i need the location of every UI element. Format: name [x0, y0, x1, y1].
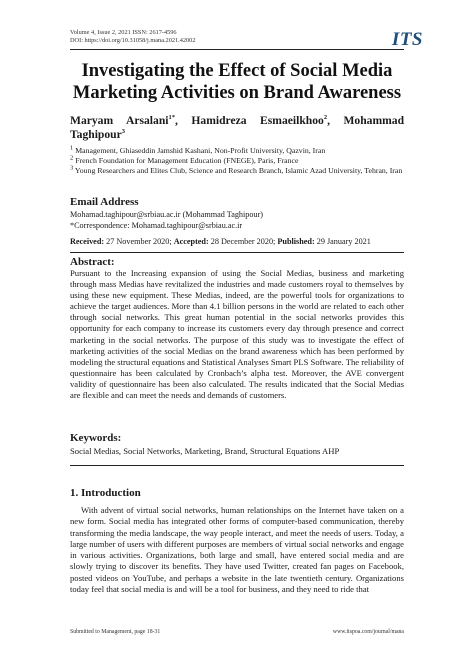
author-1-sep: ,: [175, 114, 178, 127]
affiliation-2: [70, 156, 404, 166]
received-label: Received:: [70, 237, 105, 246]
author-1-last: Arsalani: [125, 114, 169, 127]
keywords-text: Social Medias, Social Networks, Marketing, Brand, Structural Equations AHP: [70, 446, 340, 456]
abstract-top-rule: [70, 252, 404, 253]
affiliation-2-text: French Foundation for Management Education (FNEGE), Paris, France: [75, 156, 299, 165]
paper-title: Investigating the Effect of Social Media Marketing Activities on Brand Awareness: [72, 61, 402, 103]
journal-volume-issn: Volume 4, Issue 2, 2021 ISSN: 2617-4596: [70, 29, 177, 36]
affiliation-1: [70, 146, 404, 156]
author-2-sep: ,: [327, 114, 330, 127]
received-date: 27 November 2020;: [106, 237, 172, 246]
abstract-heading: Abstract:: [70, 256, 115, 268]
author-line-2: [70, 128, 125, 142]
affiliation-1-sup: 1: [70, 144, 74, 152]
author-2-last: Esmaeilkhoo: [260, 114, 324, 127]
journal-meta: [70, 29, 195, 45]
keywords-bottom-rule: [70, 465, 404, 466]
affiliation-3-text: Young Researchers and Elites Club, Science and Research Branch, Islamic Azad University, Tehran, Iran: [74, 166, 403, 175]
author-1-sup: 1*: [168, 114, 175, 122]
author-3-last: Taghipour: [70, 128, 122, 141]
author-2-sup: 2: [323, 114, 328, 122]
author-3-sup: 3: [121, 128, 126, 136]
published-date: 29 January 2021: [316, 237, 371, 246]
correspondence-email[interactable]: *Correspondence: Mohamad.taghipour@srbiau.ac.ir: [70, 220, 243, 230]
header-divider: [70, 49, 404, 50]
footer-url[interactable]: www.itspoa.com/journal/mana: [332, 629, 404, 635]
affiliation-3-sup: 3: [70, 164, 74, 172]
author-3-first: Mohammad: [343, 114, 405, 127]
author-2-first: Hamidreza: [191, 114, 247, 127]
affiliation-1-text: Management, Ghiaseddin Jamshid Kashani, Non-Profit University, Qazvin, Iran: [75, 146, 326, 155]
introduction-text: With advent of virtual social networks, human relationships on the Internet have taken on a new form. Social media has integrated other forms of computer-based communication, thereby transforming the media landscape, the way people interact, and meet the needs of users. Today, a large number of users with different purposes are members of virtual social networks and engage in various activities. Organizations, both large and small, have entered social media and are slowly trying to discover its benefits. They have used Twitter, created fan pages on Facebook, posted videos on YouTube, and perhaps a website in the late twentieth century. Organizations today feel that social media is and will be a tool for business, and they need to ride that: [70, 505, 404, 595]
author-line: [70, 114, 404, 128]
author-2: [191, 114, 330, 127]
accepted-label: Accepted:: [173, 237, 209, 246]
keywords-heading: Keywords:: [70, 432, 122, 444]
abstract-text: Pursuant to the Increasing expansion of using the Social Medias, business and marketing through mass Medias have revitalized the industries and made customers royal to themselves by using these new equipment. These Medias, indeed, are the powerful tools for organizations to achieve the target audiences. More than 4.1 billion persons in the world are related to each other through social networks. This great human potential in the social networks provides this opportunity for each company to increase its customers every day through presence and correct marketing in the social networks. The purpose of this study was to investigate the effect of marketing activities of the social Medias on the brand awareness which has been performed by modeling the structural equations and Statistical Analyses Smart PLS Software. The reliability of questionnaire has been calculated by Cronbach’s alpha test. Moreover, the AVE convergent validity of questionnaire has been also calculated. The results indicated that the Social Medias are flexible and can meet the needs and demands of customers.: [70, 268, 404, 401]
author-1-first: Maryam: [70, 114, 114, 127]
publication-dates: [70, 237, 371, 246]
footer-submission: Submitted to Management, page 18-31: [70, 629, 161, 635]
publisher-logo: ITS: [391, 29, 423, 50]
published-label: Published:: [277, 237, 315, 246]
author-email[interactable]: Mohamad.taghipour@srbiau.ac.ir (Mohammad Taghipour): [70, 210, 264, 219]
email-block: [70, 210, 263, 231]
accepted-date: 28 December 2020;: [210, 237, 276, 246]
affiliations: [70, 146, 404, 176]
affiliation-2-sup: 2: [70, 154, 74, 162]
journal-doi: DOI: https://doi.org/10.31058/j.mana.2021.42002: [70, 37, 196, 44]
section-heading-introduction: 1. Introduction: [70, 487, 141, 499]
email-heading: Email Address: [70, 196, 139, 208]
author-1: [70, 114, 178, 127]
affiliation-3: [70, 166, 404, 176]
